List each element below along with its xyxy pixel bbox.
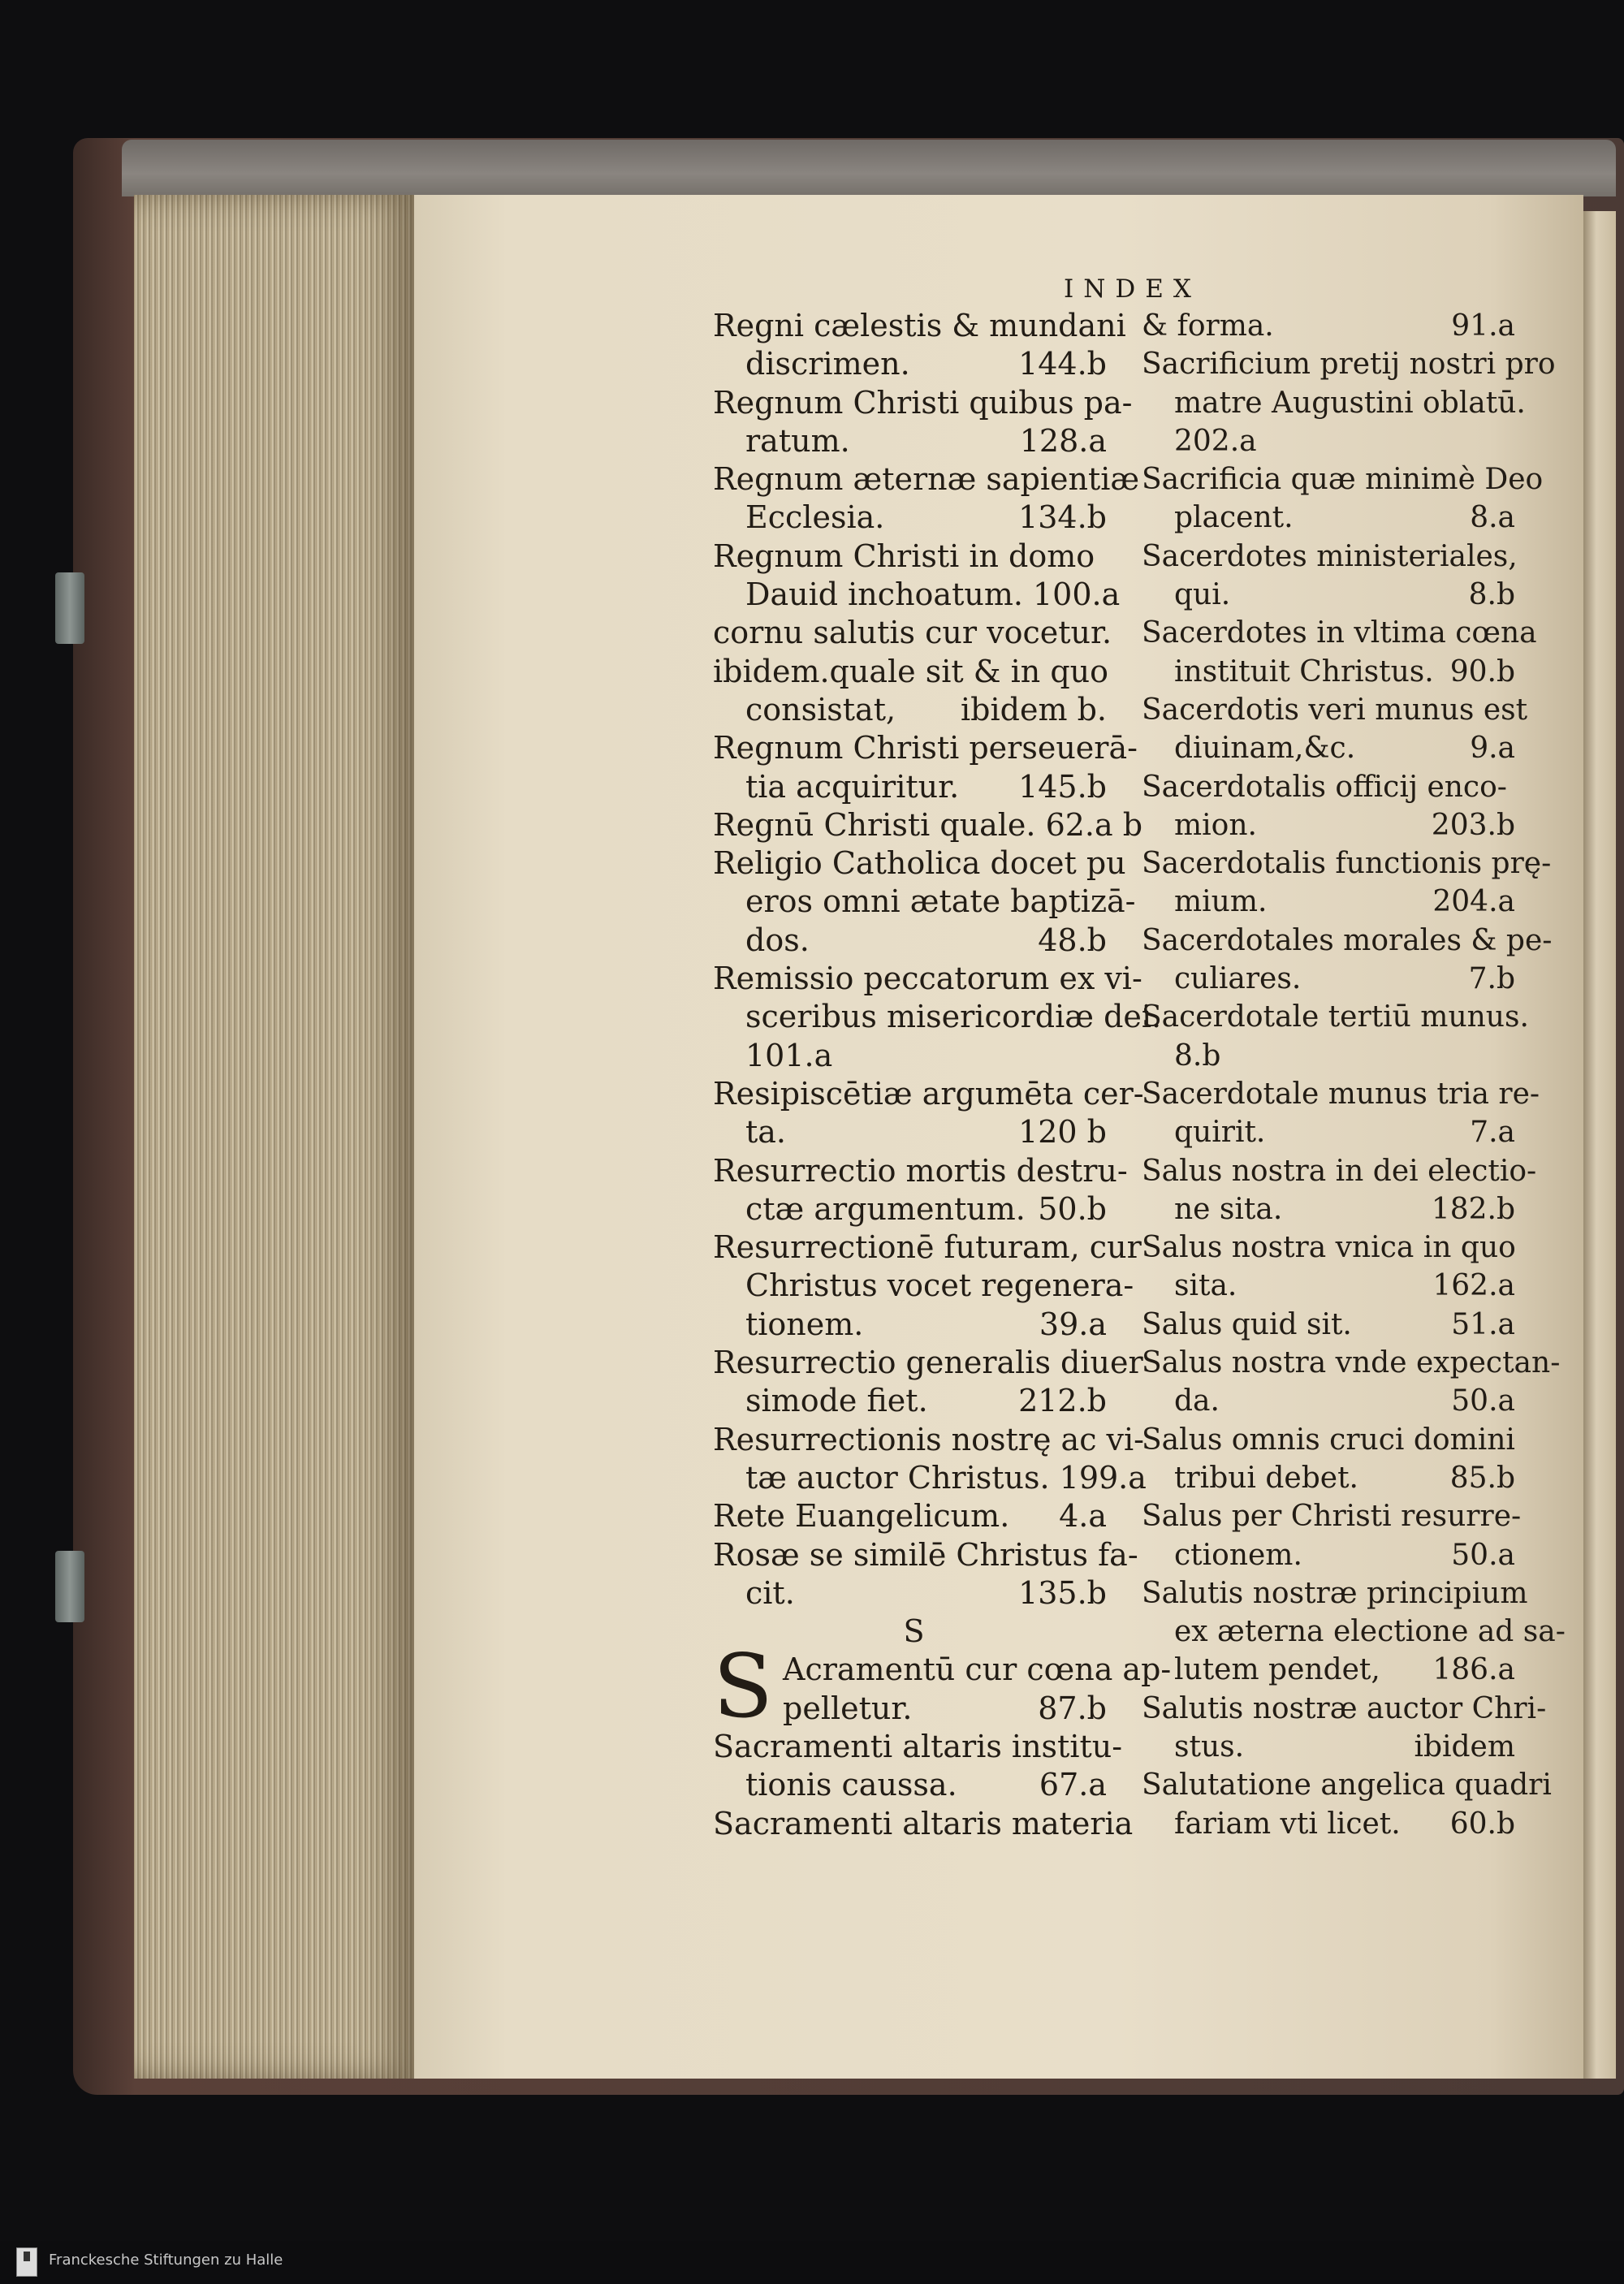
clasp-icon	[55, 1551, 84, 1622]
index-entry-line: dos. 48.b	[713, 922, 1115, 960]
index-entry-line: sceribus misericordiæ dei.	[745, 999, 1162, 1035]
index-entry	[1142, 1344, 1561, 1421]
index-entry-line: Resurrectionis nostrę ac vi-	[713, 1421, 1145, 1457]
index-entry-line: cit. 135.b	[713, 1574, 1115, 1613]
page-reference: 145.b	[1018, 768, 1107, 805]
index-entry-line: 101.a	[745, 1037, 833, 1073]
drop-capital: S	[713, 1636, 773, 1738]
index-entry-line: tia acquiritur. 145.b	[713, 768, 1115, 806]
index-entry-line: ne sita. 182.b	[1142, 1190, 1523, 1228]
index-entry-line: placent. 8.a	[1142, 499, 1523, 537]
index-entry-line: Religio Catholica docet pu	[713, 845, 1126, 882]
page-reference: 134.b	[1018, 499, 1107, 536]
index-entry-line: ta. 120 b	[713, 1113, 1115, 1151]
index-entry	[713, 1421, 1147, 1498]
index-entry-line: consistat, ibidem b.	[713, 691, 1115, 729]
index-entry-line: ratum. 128.a	[713, 422, 1115, 460]
index-entry-line: Rosæ se similē Christus fa-	[713, 1536, 1138, 1573]
index-entry-line: Regni cælestis & mundani	[713, 308, 1126, 343]
index-entry	[1142, 1152, 1537, 1229]
page-reference: 7.b	[1468, 962, 1515, 996]
index-entry-line: Sacerdotale tertiū munus.	[1142, 1000, 1529, 1034]
page-reference: 8.a	[1470, 501, 1515, 535]
index-entry	[1142, 768, 1523, 845]
index-entry-line: Sacerdotale munus tria re-	[1142, 1077, 1540, 1111]
index-entry-line: Salus per Christi resurre-	[1142, 1500, 1522, 1534]
index-entry	[1142, 1228, 1523, 1306]
page-reference: 128.a	[1019, 422, 1107, 459]
index-entry-line: quirit. 7.a	[1142, 1113, 1523, 1151]
index-column-left	[713, 307, 1172, 1843]
index-entry	[713, 460, 1140, 538]
index-entry-line: Regnū Christi quale. 62.a b	[713, 806, 1143, 843]
index-entry	[713, 538, 1121, 615]
index-entry-line: Salutis nostræ principium	[1142, 1576, 1528, 1610]
index-entry-line: Regnum Christi perseuerā-	[713, 730, 1138, 766]
index-entry	[713, 1228, 1142, 1344]
index-entry	[713, 1636, 1172, 1738]
index-entry	[1142, 1690, 1547, 1767]
index-entry-line: Sacerdotalis officij enco-	[1142, 770, 1507, 804]
index-entry-line: Sacrificium pretij nostri pro	[1142, 348, 1556, 382]
book-top-edge	[122, 140, 1616, 196]
index-entry-line: tionem. 39.a	[713, 1306, 1115, 1344]
index-entry	[1142, 844, 1552, 922]
index-entry-line: cornu salutis cur vocetur.	[713, 615, 1112, 651]
index-entry-line: Dauid inchoatum. 100.a	[745, 576, 1121, 613]
index-entry	[713, 1075, 1144, 1152]
index-entry-line: Sacramenti altaris institu-	[713, 1728, 1123, 1764]
page-reference: 39.a	[1039, 1306, 1107, 1342]
index-entry-line: Resipiscētiæ argumēta cer-	[713, 1075, 1144, 1112]
index-entry-line: Salutis nostræ auctor Chri-	[1142, 1691, 1547, 1725]
index-entry-line: Salutatione angelica quadri	[1142, 1768, 1552, 1803]
page-reference: 7.a	[1470, 1116, 1515, 1150]
index-entry	[713, 1728, 1123, 1805]
footer-credit: Franckesche Stiftungen zu Halle	[49, 2252, 283, 2269]
index-entry-line: Sacerdotes ministeriales,	[1142, 539, 1518, 573]
index-entry-line: Christus vocet regenera-	[745, 1267, 1134, 1304]
index-entry	[713, 1497, 1115, 1535]
index-entry-line: da. 50.a	[1142, 1382, 1523, 1420]
page-reference: 60.b	[1449, 1807, 1515, 1841]
page-reference: 50.a	[1451, 1538, 1515, 1572]
page-edges	[134, 195, 414, 2079]
index-entry-line: & forma. 91.a	[1142, 307, 1523, 345]
index-entry-line: Remissio peccatorum ex vi-	[713, 961, 1142, 997]
page-reference: 91.a	[1451, 309, 1515, 343]
index-entry-line: Rete Euangelicum. 4.a	[713, 1497, 1115, 1535]
page-reference: 135.b	[1018, 1574, 1107, 1611]
page-reference: 162.a	[1432, 1269, 1515, 1303]
page-reference: 90.b	[1449, 654, 1515, 689]
index-entry	[1142, 460, 1544, 538]
index-entry	[1142, 614, 1537, 691]
page-reference: 8.b	[1468, 578, 1515, 612]
index-entry-line: Regnum Christi quibus pa-	[713, 384, 1133, 421]
page-reference: 9.a	[1470, 732, 1515, 766]
index-entry-line: Regnum æternæ sapientiæ	[713, 461, 1140, 498]
index-entry	[713, 1536, 1138, 1613]
page-reference: ibidem	[1414, 1729, 1515, 1764]
page-reference: 182.b	[1431, 1192, 1515, 1226]
index-entry-line: sita. 162.a	[1142, 1267, 1523, 1305]
page-reference: 186.a	[1432, 1653, 1515, 1687]
index-column-right	[1142, 307, 1566, 1843]
index-entry	[1142, 691, 1528, 768]
index-entry-line: eros omni ætate baptizā-	[745, 883, 1136, 920]
index-entry-line: 202.a	[1174, 424, 1257, 458]
index-entry-line: Resurrectionē futuram, cur	[713, 1229, 1142, 1266]
index-entry-line: Sacerdotalis functionis prę-	[1142, 847, 1552, 881]
running-head: INDEX	[1064, 274, 1201, 304]
page-reference: 144.b	[1018, 346, 1107, 382]
page-reference: 204.a	[1432, 885, 1515, 919]
index-entry	[1142, 538, 1523, 615]
index-entry	[1142, 1497, 1523, 1574]
page-reference: ibidem b.	[961, 691, 1107, 728]
page-reference: 67.a	[1039, 1767, 1107, 1803]
index-entry-line: tribui debet. 85.b	[1142, 1459, 1523, 1497]
index-entry-line: ctionem. 50.a	[1142, 1536, 1523, 1574]
index-entry-line: Sacerdotales morales & pe-	[1142, 923, 1553, 957]
clasp-icon	[55, 572, 84, 644]
index-entry-line: tionis caussa. 67.a	[713, 1766, 1115, 1804]
index-entry	[713, 1152, 1128, 1229]
page-reference: 120 b	[1018, 1114, 1107, 1151]
index-entry-line: fariam vti licet. 60.b	[1142, 1805, 1523, 1843]
index-entry-line: matre Augustini oblatū.	[1174, 386, 1526, 420]
index-entry	[1142, 1766, 1552, 1843]
index-entry-line: Resurrectio mortis destru-	[713, 1152, 1128, 1189]
index-entry-line: stus. ibidem	[1142, 1728, 1523, 1766]
index-entry	[1142, 1574, 1566, 1690]
page-reference: 50.a	[1451, 1384, 1515, 1418]
index-entry-line: tæ auctor Christus. 199.a	[745, 1459, 1147, 1496]
page-reference: 203.b	[1431, 808, 1515, 842]
index-entry	[1142, 345, 1556, 460]
index-entry-line: diuinam,&c. 9.a	[1142, 729, 1523, 767]
index-entry	[713, 806, 1143, 844]
index-entry-line: instituit Christus. 90.b	[1142, 653, 1523, 691]
index-entry-line: discrimen. 144.b	[713, 345, 1115, 383]
index-entry	[1142, 1075, 1540, 1152]
page-reference: 212.b	[1018, 1383, 1107, 1419]
index-entry-line: Sacerdotes in vltima cœna	[1142, 616, 1537, 650]
institution-logo-icon	[16, 2247, 37, 2277]
index-entry	[713, 614, 1115, 652]
index-entry-line: Sacrificia quæ minimè Deo	[1142, 463, 1544, 497]
index-entry-line: 8.b	[1174, 1038, 1221, 1073]
index-entry-line: Salus nostra in dei electio-	[1142, 1154, 1537, 1188]
index-entry	[713, 384, 1133, 461]
index-entry-line: Sacerdotis veri munus est	[1142, 693, 1528, 727]
index-entry-line: Salus quid sit. 51.a	[1142, 1306, 1523, 1344]
footer-bar	[0, 2241, 1624, 2284]
index-entry-line: Salus omnis cruci domini	[1142, 1423, 1515, 1457]
index-entry	[713, 729, 1138, 806]
index-entry	[1142, 1421, 1523, 1498]
index-entry-line: ex æterna electione ad sa-	[1174, 1615, 1566, 1649]
index-entry-line: pelletur. 87.b	[713, 1690, 1115, 1728]
index-entry	[713, 844, 1136, 960]
index-entry	[1142, 1306, 1523, 1344]
index-entry-line: ibidem.quale sit & in quo	[713, 653, 1109, 689]
index-entry-line: Resurrectio generalis diuer	[713, 1345, 1143, 1381]
index-entry-line: Ecclesia. 134.b	[713, 499, 1115, 537]
section-letter-heading: S	[903, 1613, 925, 1650]
index-entry-line: Sacramenti altaris materia	[713, 1805, 1134, 1841]
index-entry	[1142, 998, 1529, 1075]
index-entry	[1142, 922, 1553, 999]
index-entry-line: mion. 203.b	[1142, 806, 1523, 844]
index-entry-line: lutem pendet, 186.a	[1142, 1651, 1523, 1689]
page-reference: 85.b	[1449, 1461, 1515, 1495]
page-reference: 48.b	[1038, 922, 1107, 958]
facing-page-edge	[1583, 211, 1616, 2079]
index-entry	[713, 653, 1115, 730]
index-entry	[713, 307, 1126, 384]
index-entry	[713, 1805, 1134, 1843]
page-reference: 50.b	[1038, 1190, 1107, 1227]
index-entry-line: ctæ argumentum. 50.b	[713, 1190, 1115, 1228]
page-reference: 51.a	[1451, 1307, 1515, 1341]
index-entry-line: Salus nostra vnde expectan-	[1142, 1346, 1561, 1380]
index-entry-line: culiares. 7.b	[1142, 960, 1523, 998]
index-entry-line: Salus nostra vnica in quo	[1142, 1231, 1516, 1265]
index-entry-line: Regnum Christi in domo	[713, 538, 1095, 574]
index-entry-line: Acramentū cur cœna ap-	[783, 1651, 1172, 1688]
page-reference: 4.a	[1059, 1498, 1107, 1535]
page-reference: 87.b	[1038, 1690, 1107, 1726]
index-entry	[1142, 307, 1523, 345]
index-entry-line: mium. 204.a	[1142, 883, 1523, 921]
index-entry-line: simode fiet. 212.b	[713, 1382, 1115, 1420]
index-entry	[713, 960, 1162, 1075]
index-entry-line: qui. 8.b	[1142, 576, 1523, 614]
index-entry	[713, 1344, 1143, 1421]
